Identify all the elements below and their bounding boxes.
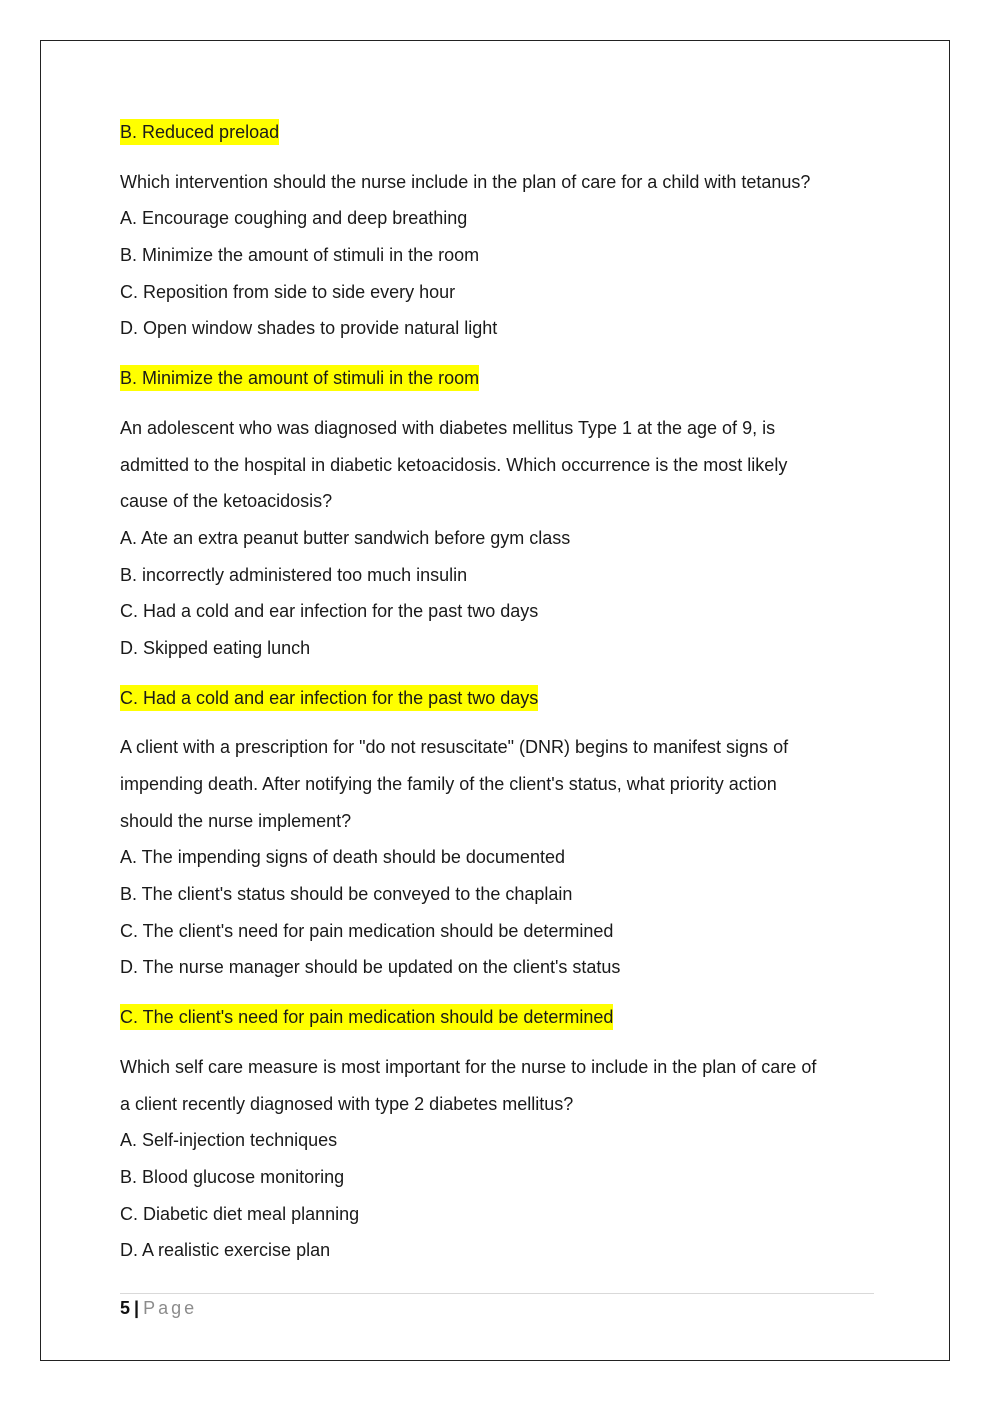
answer-text: C. The client's need for pain medication should be determined [120,1004,613,1030]
answer-highlight [120,680,880,717]
question-text: cause of the ketoacidosis? [120,491,333,512]
question-text: Which intervention should the nurse include in the plan of care for a child with tetanus? [120,171,811,192]
answer-option: B. Blood glucose monitoring [120,1166,345,1187]
page-number: 5 [120,1298,131,1318]
answer-text: B. Reduced preload [120,119,279,145]
answer-option: B. The client's status should be conveyed to the chaplain [120,884,573,905]
question-text: An adolescent who was diagnosed with diabetes mellitus Type 1 at the age of 9, is [120,417,776,438]
answer-highlight [120,114,880,151]
page-label: Page [143,1298,198,1318]
question-text: admitted to the hospital in diabetic ketoacidosis. Which occurrence is the most likely [120,454,788,475]
question-text: Which self care measure is most important for the nurse to include in the plan of care of [120,1056,817,1077]
question-text: A client with a prescription for "do not resuscitate" (DNR) begins to manifest signs of [120,737,789,758]
answer-option: B. Minimize the amount of stimuli in the room [120,245,480,266]
answer-text: B. Minimize the amount of stimuli in the room [120,365,479,391]
footer-divider [120,1293,874,1294]
answer-option: A. Self-injection techniques [120,1130,338,1151]
answer-option: A. Ate an extra peanut butter sandwich before gym class [120,527,571,548]
answer-highlight [120,360,880,397]
answer-option: D. Skipped eating lunch [120,637,311,658]
answer-option: C. The client's need for pain medication should be determined [120,920,614,941]
answer-option: C. Had a cold and ear infection for the past two days [120,601,539,622]
answer-text: C. Had a cold and ear infection for the past two days [120,685,538,711]
answer-option: C. Reposition from side to side every hour [120,281,456,302]
page-footer [120,1296,197,1320]
answer-option: A. The impending signs of death should be documented [120,847,565,868]
answer-option: D. A realistic exercise plan [120,1240,331,1261]
answer-option: D. Open window shades to provide natural light [120,318,498,339]
footer-separator: | [134,1298,140,1318]
question-text: should the nurse implement? [120,810,352,831]
answer-option: A. Encourage coughing and deep breathing [120,208,468,229]
answer-highlight [120,999,880,1036]
question-text: a client recently diagnosed with type 2 diabetes mellitus? [120,1093,574,1114]
answer-option: B. incorrectly administered too much insulin [120,564,468,585]
document-body [120,114,880,1269]
answer-option: D. The nurse manager should be updated on the client's status [120,957,621,978]
question-text: impending death. After notifying the family of the client's status, what priority action [120,774,777,794]
answer-option: C. Diabetic diet meal planning [120,1203,360,1224]
